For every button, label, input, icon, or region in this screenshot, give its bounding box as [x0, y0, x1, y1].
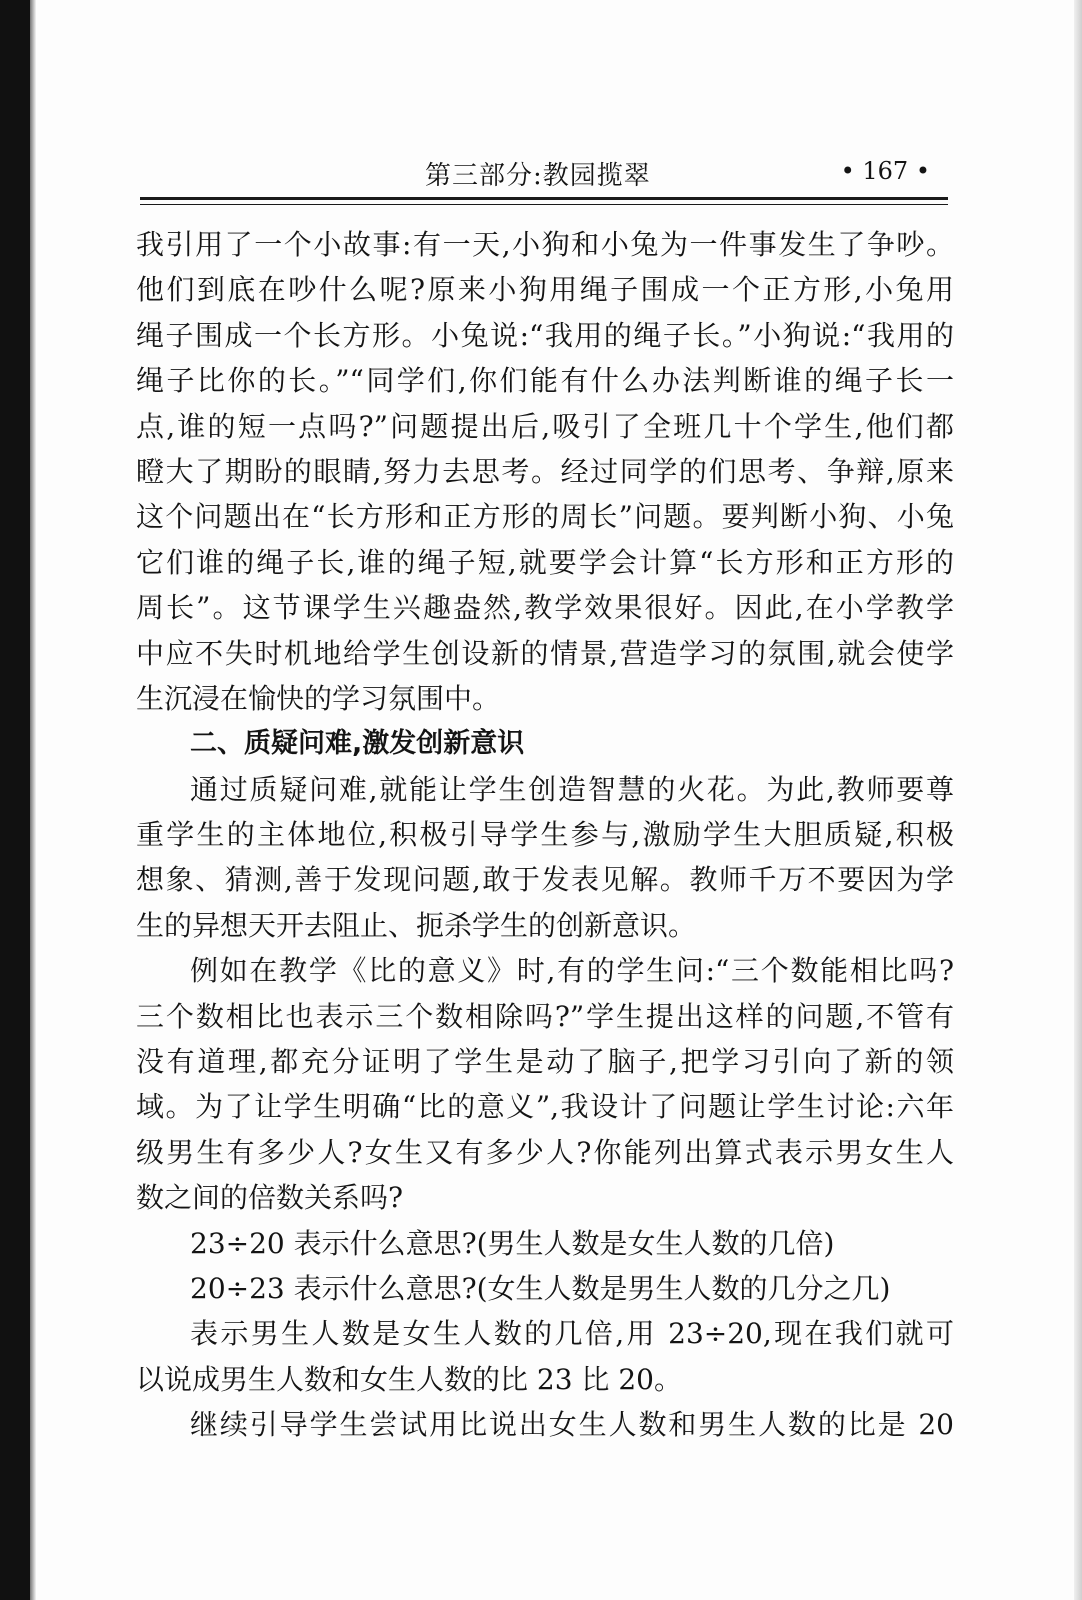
text-line: 通过质疑问难,就能让学生创造智慧的火花。为此,教师要尊	[190, 772, 954, 806]
text-line: 这个问题出在“长方形和正方形的周长”问题。要判断小狗、小兔	[136, 500, 954, 534]
equation-line: 20÷23 表示什么意思?(女生人数是男生人数的几分之几)	[190, 1271, 891, 1305]
text-line: 域。为了让学生明确“比的意义”,我设计了问题让学生讨论:六年	[136, 1090, 954, 1124]
text-line: 数之间的倍数关系吗?	[136, 1181, 404, 1215]
header-rule-thin	[140, 204, 948, 205]
chapter-title: 第三部分:教园揽翠	[425, 161, 651, 191]
text-line: 绳子比你的长。”“同学们,你们能有什么办法判断谁的绳子长一	[136, 364, 954, 398]
text-line: 重学生的主体地位,积极引导学生参与,激励学生大胆质疑,积极	[136, 818, 954, 852]
text-line: 级男生有多少人?女生又有多少人?你能列出算式表示男女生人	[136, 1135, 954, 1169]
text-line: 想象、猜测,善于发现问题,敢于发表见解。教师千万不要因为学	[136, 863, 954, 897]
running-head	[140, 155, 950, 195]
equation-line: 23÷20 表示什么意思?(男生人数是女生人数的几倍)	[190, 1226, 835, 1260]
body-text	[136, 222, 954, 1448]
scan-edge-shadow	[30, 0, 36, 1600]
text-line: 例如在教学《比的意义》时,有的学生问:“三个数能相比吗?	[190, 954, 954, 988]
scan-edge-left	[0, 0, 30, 1600]
text-line: 瞪大了期盼的眼睛,努力去思考。经过同学的们思考、争辩,原来	[136, 454, 954, 488]
header-rule-thick	[140, 197, 948, 200]
text-line: 点,谁的短一点吗?”问题提出后,吸引了全班几十个学生,他们都	[136, 409, 954, 443]
text-line: 以说成男生人数和女生人数的比 23 比 20。	[136, 1362, 682, 1396]
text-line: 生的异想天开去阻止、扼杀学生的创新意识。	[136, 908, 697, 942]
section-heading: 二、质疑问难,激发创新意识	[190, 728, 525, 760]
scan-edge-right	[1074, 0, 1082, 1600]
text-line: 生沉浸在愉快的学习氛围中。	[136, 681, 501, 715]
text-line: 绳子围成一个长方形。小兔说:“我用的绳子长。”小狗说:“我用的	[136, 318, 954, 352]
page-number: • 167 •	[840, 157, 930, 185]
text-line: 中应不失时机地给学生创设新的情景,营造学习的氛围,就会使学	[136, 636, 954, 670]
text-line: 表示男生人数是女生人数的几倍,用 23÷20,现在我们就可	[190, 1317, 954, 1351]
text-line: 它们谁的绳子长,谁的绳子短,就要学会计算“长方形和正方形的	[136, 545, 954, 579]
text-line: 周长”。这节课学生兴趣盎然,教学效果很好。因此,在小学教学	[136, 591, 954, 625]
text-line: 我引用了一个小故事:有一天,小狗和小兔为一件事发生了争吵。	[136, 228, 954, 261]
text-line: 继续引导学生尝试用比说出女生人数和男生人数的比是 20	[190, 1408, 954, 1442]
text-line: 他们到底在吵什么呢?原来小狗用绳子围成一个正方形,小兔用	[136, 273, 954, 307]
text-line: 三个数相比也表示三个数相除吗?”学生提出这样的问题,不管有	[136, 999, 954, 1033]
text-line: 没有道理,都充分证明了学生是动了脑子,把学习引向了新的领	[136, 1045, 954, 1079]
